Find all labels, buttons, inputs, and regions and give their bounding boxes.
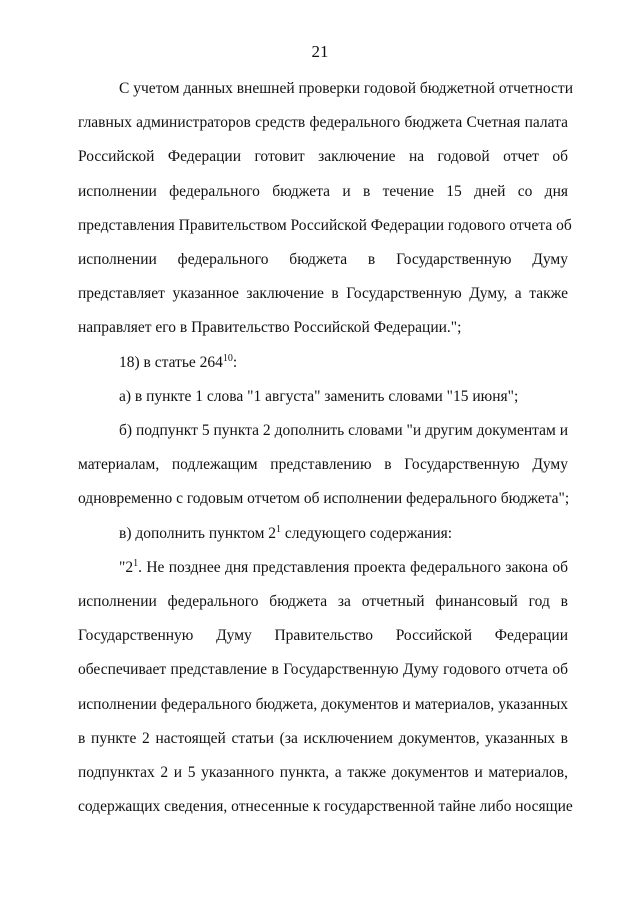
text-line-content: С учетом данных внешней проверки годовой бюджетной отчетности bbox=[119, 80, 573, 97]
text-line bbox=[78, 619, 568, 653]
text-line-content: представляет указанное заключение в Государственную Думу, а также bbox=[78, 285, 568, 303]
text-line bbox=[78, 140, 568, 174]
text-line-content: 18) в статье 264 bbox=[119, 353, 223, 371]
text-line bbox=[78, 653, 568, 687]
text-line-content: материалам, подлежащим представлению в Государственную Думу bbox=[78, 456, 568, 474]
text-line bbox=[78, 311, 568, 345]
text-line-continuation: . Не позднее дня представления проекта федерального закона об bbox=[138, 558, 568, 576]
text-line bbox=[78, 277, 568, 311]
text-line-content: исполнении федерального бюджета и в течение 15 дней со дня bbox=[78, 182, 568, 200]
text-line bbox=[78, 380, 568, 414]
text-line-content: "2 bbox=[119, 558, 134, 576]
superscript: 1 bbox=[133, 557, 139, 569]
text-line-content: содержащих сведения, отнесенные к государственной тайне либо носящие bbox=[78, 798, 573, 816]
text-line-continuation: : bbox=[232, 353, 238, 371]
text-line-content: Государственную Думу Правительство Российской Федерации bbox=[78, 627, 568, 645]
text-line-content: главных администраторов средств федерального бюджета Счетная палата bbox=[78, 114, 568, 132]
text-line-content: направляет его в Правительство Российской Федерации."; bbox=[78, 319, 462, 337]
text-line bbox=[78, 551, 568, 585]
text-line-content: Российской Федерации готовит заключение на годовой отчет об bbox=[78, 148, 568, 166]
text-line bbox=[78, 756, 568, 790]
superscript: 1 bbox=[276, 523, 281, 535]
text-line bbox=[78, 517, 568, 551]
text-line-content: исполнении федерального бюджета за отчетный финансовый год в bbox=[78, 593, 568, 610]
text-line-content: исполнении федерального бюджета, документов и материалов, указанных bbox=[78, 695, 568, 713]
text-line bbox=[78, 722, 568, 756]
text-line bbox=[78, 243, 568, 277]
text-line-content: исполнении федерального бюджета в Государственную Думу bbox=[78, 251, 568, 268]
text-line bbox=[78, 175, 568, 209]
text-line bbox=[78, 414, 568, 448]
text-line-content: б) подпункт 5 пункта 2 дополнить словами "и другим документам и bbox=[119, 422, 568, 439]
text-line bbox=[78, 209, 572, 243]
text-line-content: обеспечивает представление в Государственную Думу годового отчета об bbox=[78, 661, 568, 679]
text-line bbox=[78, 482, 568, 516]
text-line-content: в) дополнить пунктом 2 bbox=[119, 524, 276, 542]
text-line bbox=[78, 346, 568, 380]
text-line-content: представления Правительством Российской Федерации годового отчета об bbox=[78, 216, 572, 234]
text-line bbox=[78, 790, 573, 824]
text-line-content: одновременно с годовым отчетом об исполнении федерального бюджета"; bbox=[78, 490, 570, 508]
text-line bbox=[78, 72, 573, 106]
page-number: 21 bbox=[311, 42, 329, 61]
superscript: 10 bbox=[222, 352, 233, 364]
text-line bbox=[78, 106, 568, 140]
text-line bbox=[78, 448, 568, 482]
text-line bbox=[78, 688, 568, 722]
text-line-content: в пункте 2 настоящей статьи (за исключением документов, указанных в bbox=[78, 729, 568, 747]
text-line-content: подпунктах 2 и 5 указанного пункта, а также документов и материалов, bbox=[78, 764, 568, 781]
text-line-content: а) в пункте 1 слова "1 августа" заменить словами "15 июня"; bbox=[119, 387, 519, 405]
text-line bbox=[78, 585, 568, 619]
text-line-continuation: следующего содержания: bbox=[281, 524, 453, 542]
